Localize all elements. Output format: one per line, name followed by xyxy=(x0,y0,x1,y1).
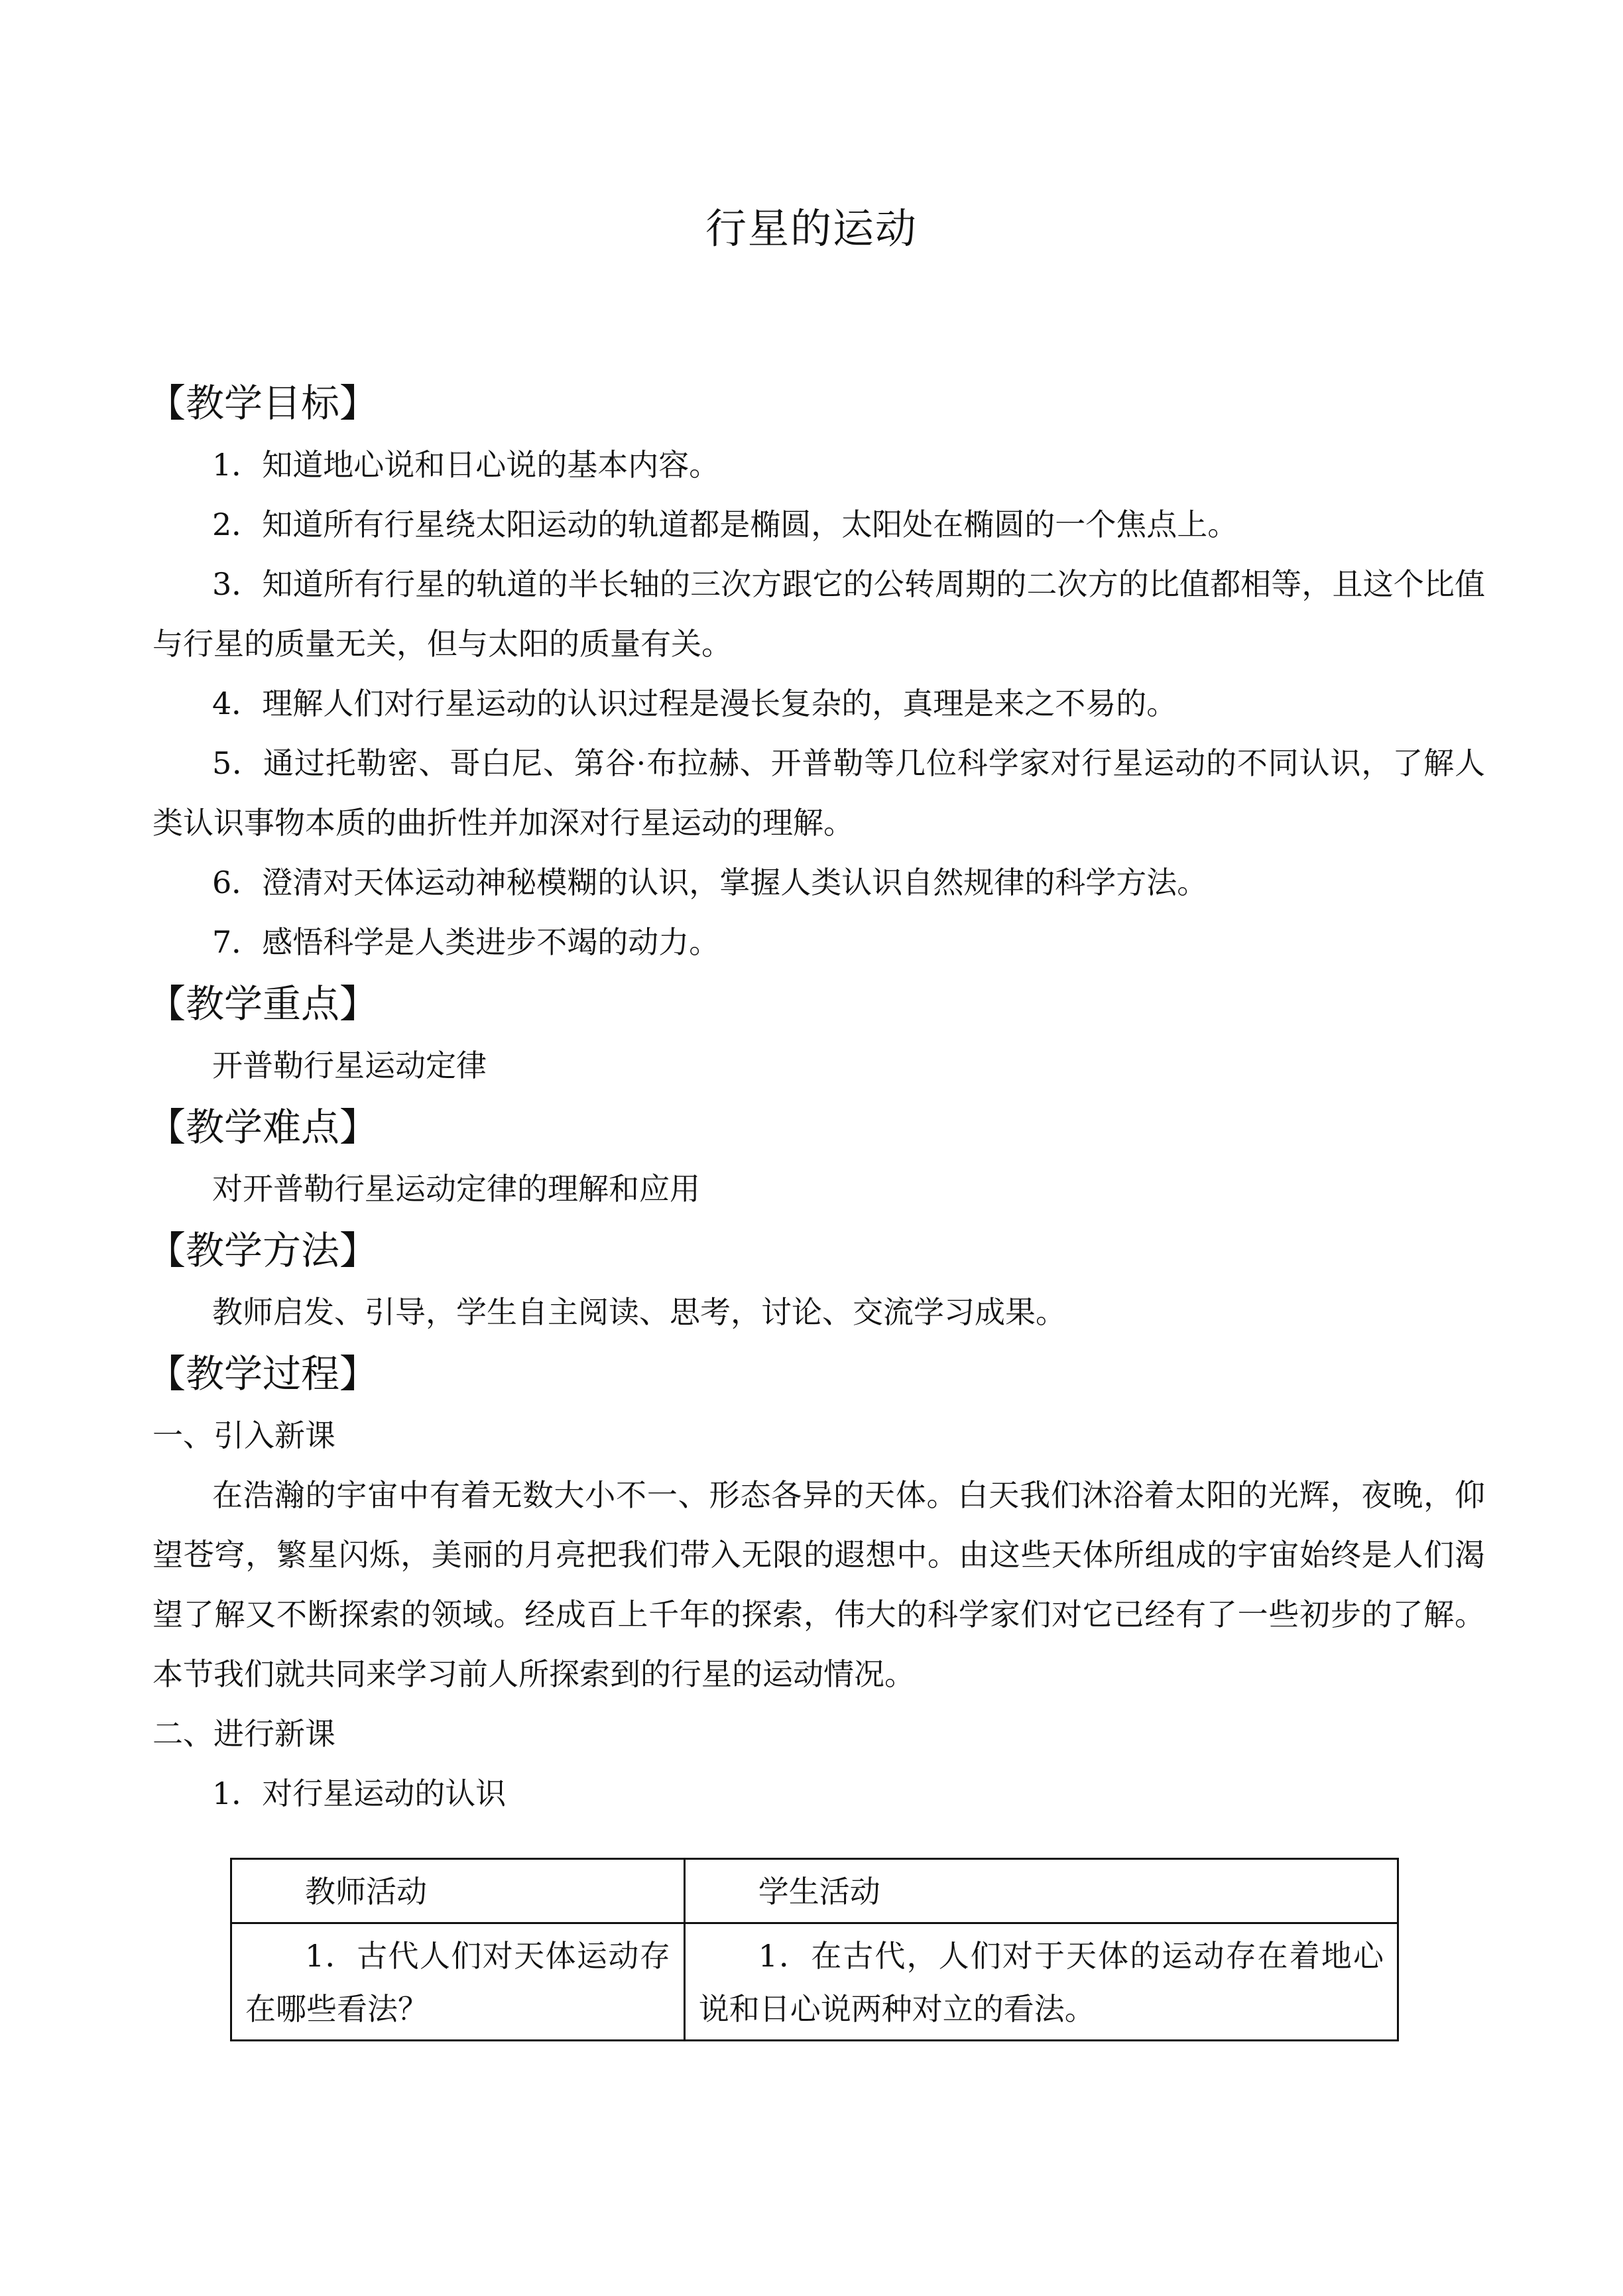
difficulty-heading: 【教学难点】 xyxy=(147,1105,379,1150)
objective-item: 6．澄清对天体运动神秘模糊的认识，掌握人类认识自然规律的科学方法。 xyxy=(212,865,1208,900)
objective-item: 7．感悟科学是人类进步不竭的动力。 xyxy=(212,924,720,960)
objectives-heading: 【教学目标】 xyxy=(147,381,379,426)
student-activity-cell: 1．在古代，人们对于天体的运动存在着地心说和日心说两种对立的看法。 xyxy=(684,1923,1398,2041)
table-row xyxy=(231,1923,1398,2041)
section-title-intro: 一、引入新课 xyxy=(152,1418,335,1453)
objective-item: 3．知道所有行星的轨道的半长轴的三次方跟它的公转周期的二次方的比值都相等，且这个比值与行星的质量无关，但与太阳的质量有关。 xyxy=(152,566,1485,662)
document-body xyxy=(147,371,1485,2041)
method-text: 教师启发、引导，学生自主阅读、思考，讨论、交流学习成果。 xyxy=(212,1294,1066,1330)
objective-item: 5．通过托勒密、哥白尼、第谷·布拉赫、开普勒等几位科学家对行星运动的不同认识，了解人类认识事物本质的曲折性并加深对行星运动的理解。 xyxy=(152,745,1485,841)
activity-table-wrapper xyxy=(230,1858,1399,2041)
section-title-new-lesson: 二、进行新课 xyxy=(152,1716,335,1752)
subsection-title: 1．对行星运动的认识 xyxy=(212,1776,507,1811)
teacher-activity-header: 教师活动 xyxy=(231,1859,685,1923)
objective-item: 4．理解人们对行星运动的认识过程是漫长复杂的，真理是来之不易的。 xyxy=(212,686,1177,721)
activity-table xyxy=(230,1858,1399,2041)
intro-paragraph: 在浩瀚的宇宙中有着无数大小不一、形态各异的天体。白天我们沐浴着太阳的光辉，夜晚，仰望苍穹，繁星闪烁，美丽的月亮把我们带入无限的遐想中。由这些天体所组成的宇宙始终是人们渴望了解又不断探索的领域。经成百上千年的探索，伟大的科学家们对它已经有了一些初步的了解。本节我们就共同来学习前人所探索到的行星的运动情况。 xyxy=(152,1477,1485,1692)
method-heading: 【教学方法】 xyxy=(147,1228,379,1273)
objective-item: 1．知道地心说和日心说的基本内容。 xyxy=(212,447,720,483)
key-point-heading: 【教学重点】 xyxy=(147,981,379,1026)
objective-item: 2．知道所有行星绕太阳运动的轨道都是椭圆，太阳处在椭圆的一个焦点上。 xyxy=(212,507,1238,542)
teacher-activity-cell: 1．古代人们对天体运动存在哪些看法？ xyxy=(231,1923,685,2041)
student-activity-header: 学生活动 xyxy=(684,1859,1398,1923)
key-point-text: 开普勒行星运动定律 xyxy=(212,1048,487,1083)
difficulty-text: 对开普勒行星运动定律的理解和应用 xyxy=(212,1171,700,1207)
process-heading: 【教学过程】 xyxy=(147,1351,379,1396)
document-title: 行星的运动 xyxy=(705,204,918,253)
table-header-row xyxy=(231,1859,1398,1923)
